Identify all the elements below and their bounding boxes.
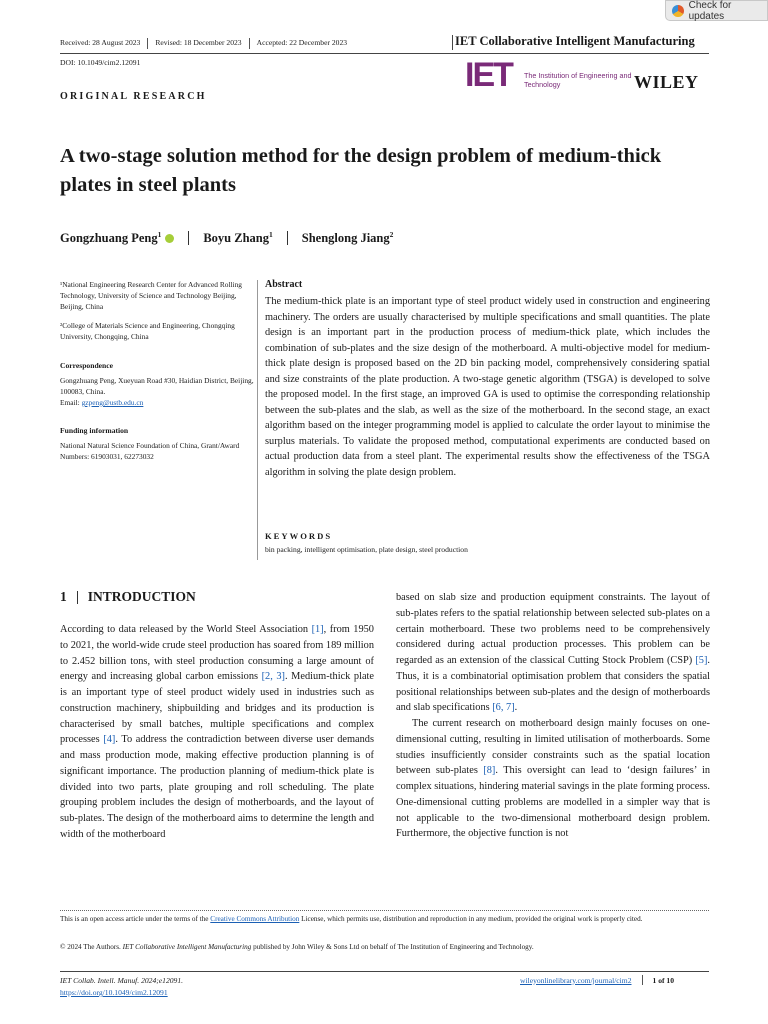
- citation-link[interactable]: [4]: [103, 734, 116, 746]
- header-divider: [452, 35, 453, 50]
- divider: [77, 591, 78, 604]
- article-title: A two-stage solution method for the design problem of medium-thick plates in steel plants: [60, 145, 662, 196]
- doi-text: DOI: 10.1049/cim2.12091: [60, 58, 141, 67]
- divider: [642, 975, 643, 985]
- iet-institution-name: The Institution of Engineering and Technology: [524, 71, 632, 89]
- email-link[interactable]: gzpeng@ustb.edu.cn: [81, 398, 144, 407]
- citation-link[interactable]: [2, 3]: [261, 671, 285, 683]
- license-link[interactable]: Creative Commons Attribution: [210, 915, 300, 923]
- author-name[interactable]: Boyu Zhang$^1$: [203, 230, 273, 246]
- abstract-heading: Abstract: [265, 279, 303, 290]
- accepted-date: Accepted: 22 December 2023: [256, 38, 348, 47]
- article-category: ORIGINAL RESEARCH: [60, 91, 207, 102]
- body-column-right: [396, 590, 710, 842]
- affiliation: ²College of Materials Science and Engineering, Chongqing University, Chongqing, China: [60, 321, 235, 341]
- citation-link[interactable]: [5]: [695, 655, 708, 666]
- footer-citation: [60, 975, 183, 999]
- divider: [147, 38, 148, 49]
- author-name[interactable]: Gongzhuang Peng$^1$: [60, 230, 162, 246]
- wiley-logo: WILEY: [634, 72, 699, 92]
- article-dates: [60, 38, 347, 49]
- doi-link[interactable]: https://doi.org/10.1049/cim2.12091: [60, 988, 168, 997]
- abstract-text: The medium-thick plate is an important type of steel product widely used in construction and engineering machinery. The orders are usually characterised by multiple specifications and small quantities. The plate design is an important part in the production process of medium-thick plate, which includes the combination of sub-plates and the size design of the motherboard. A multi-objective model for medium-thick plate design is proposed based on the 2D bin packing model, comprehensively considering spatial and size constraints of the plate production. A two-stage genetic algorithm (TSGA) is developed to solve the proposed model. In the first stage, an improved GA is used to optimise the corresponding relationship between the sub-plates and the slab, as well as the size of the motherboard. In the second stage, an exact algorithm based on the integer programming model is applied to calculate the order layout to minimise the surplus materials. To validate the proposed method, computational experiments are conducted based on actual production data from a steel plant. The experimental results show the effectiveness of the TSGA algorithm in solving the plate design problem.: [265, 296, 710, 478]
- citation-link[interactable]: [8]: [483, 765, 496, 777]
- page-number: 1 of 10: [652, 975, 675, 985]
- correspondence-text: Gongzhuang Peng, Xueyuan Road #30, Haidian District, Beijing, 100083, China. Email: gzpeng@ustb.edu.cn: [60, 376, 254, 407]
- revised-date: Revised: 18 December 2023: [155, 38, 242, 47]
- body-paragraph: based on slab size and production equipment constraints. The layout of sub-plates refers to the spatial relationship between selected sub-plates on a certain motherboard. These two problems need to be comprehensively considered during actual production processes. This problem can be regarded as an extension of the classical Cutting Stock Problem (CSP) [5]. Thus, it is a combinatorial optimisation problem that considers the spatial positional relationships between sub-plates and the design of motherboards and slab specifications [6, 7].: [396, 592, 710, 714]
- open-access-notice: This is an open access article under the terms of the Creative Commons Attribution License, which permits use, distribution and reproduction in any medium, provided the original work is properly cited.: [60, 915, 643, 923]
- iet-logo: IET: [465, 56, 512, 94]
- author-name[interactable]: Shenglong Jiang$^2$: [301, 230, 394, 246]
- divider: [287, 231, 288, 245]
- publisher-logo: [465, 56, 710, 94]
- check-for-updates-badge[interactable]: [665, 0, 768, 21]
- divider: [249, 38, 250, 49]
- footer-right: [520, 975, 674, 985]
- section-title: INTRODUCTION: [87, 589, 196, 604]
- footer-rule: [60, 971, 709, 972]
- footnote-rule: [60, 910, 709, 911]
- received-date: Received: 28 August 2023: [60, 38, 141, 47]
- keywords-heading: KEYWORDS: [265, 531, 333, 541]
- citation-text: IET Collab. Intell. Manuf. 2024;e12091.: [60, 976, 184, 985]
- section-heading: [60, 589, 196, 605]
- orcid-icon[interactable]: [165, 234, 174, 243]
- journal-name: IET Collaborative Intelligent Manufacturing: [455, 34, 695, 48]
- body-paragraph: The current research on motherboard design mainly focuses on one-dimensional cutting, resulting in limited utilisation of motherboards. Some studies insufficiently consider constraints such as the spatial location between sub-plates [8]. This oversight can lead to ‘design failures’ in complex situations, hindering material savings in the plate forming process. One-dimensional cutting problems are modelled in a simpler way that is not applicable to the two-dimensional motherboard design problem. Furthermore, the objective function is not: [396, 718, 710, 840]
- copyright-notice: © 2024 The Authors. IET Collaborative Intelligent Manufacturing published by John Wiley & Sons Ltd on behalf of The Institution of Engineering and Technology.: [60, 943, 534, 951]
- citation-link[interactable]: [1]: [311, 624, 324, 635]
- check-for-updates-label: Check for updates: [688, 0, 732, 22]
- divider: [188, 231, 189, 245]
- author-list: [60, 230, 393, 246]
- funding-heading: Funding information: [60, 426, 129, 435]
- header-rule: [60, 53, 709, 54]
- crossmark-icon: [672, 5, 684, 17]
- keywords-text: bin packing, intelligent optimisation, plate design, steel production: [265, 545, 468, 554]
- journal-site-link[interactable]: wileyonlinelibrary.com/journal/cim2: [520, 975, 632, 985]
- funding-text: National Natural Science Foundation of China, Grant/Award Numbers: 61903031, 62273032: [60, 441, 240, 461]
- column-divider: [257, 280, 258, 560]
- section-number: 1: [60, 589, 67, 604]
- affiliation: ¹National Engineering Research Center for Advanced Rolling Technology, University of Science and Technology Beijing, Beijing, China: [60, 280, 242, 311]
- body-paragraph: According to data released by the World Steel Association [1], from 1950 to 2021, the world-wide crude steel production has soared from 189 million to 2.452 billion tons, with steel production consuming a large amount of energy and increasing global carbon emissions [2, 3]. Medium-thick plate is an important type of steel product widely used in industries such as construction machinery, shipbuilding and bridges and its production is characterised by small batches, multiple specifications and complex processes [4]. To address the contradiction between diverse user demands and mass production mode, making effective production planning is of significant importance. The production planning of medium-thick plate is divided into two parts, plate grouping and roll scheduling. The plate grouping problem includes the design of motherboards, and the layout of sub-plates. The design of the motherboard aims to determine the length and width of the motherboard: [60, 624, 374, 840]
- correspondence-heading: Correspondence: [60, 361, 114, 370]
- citation-link[interactable]: [6, 7]: [492, 702, 515, 714]
